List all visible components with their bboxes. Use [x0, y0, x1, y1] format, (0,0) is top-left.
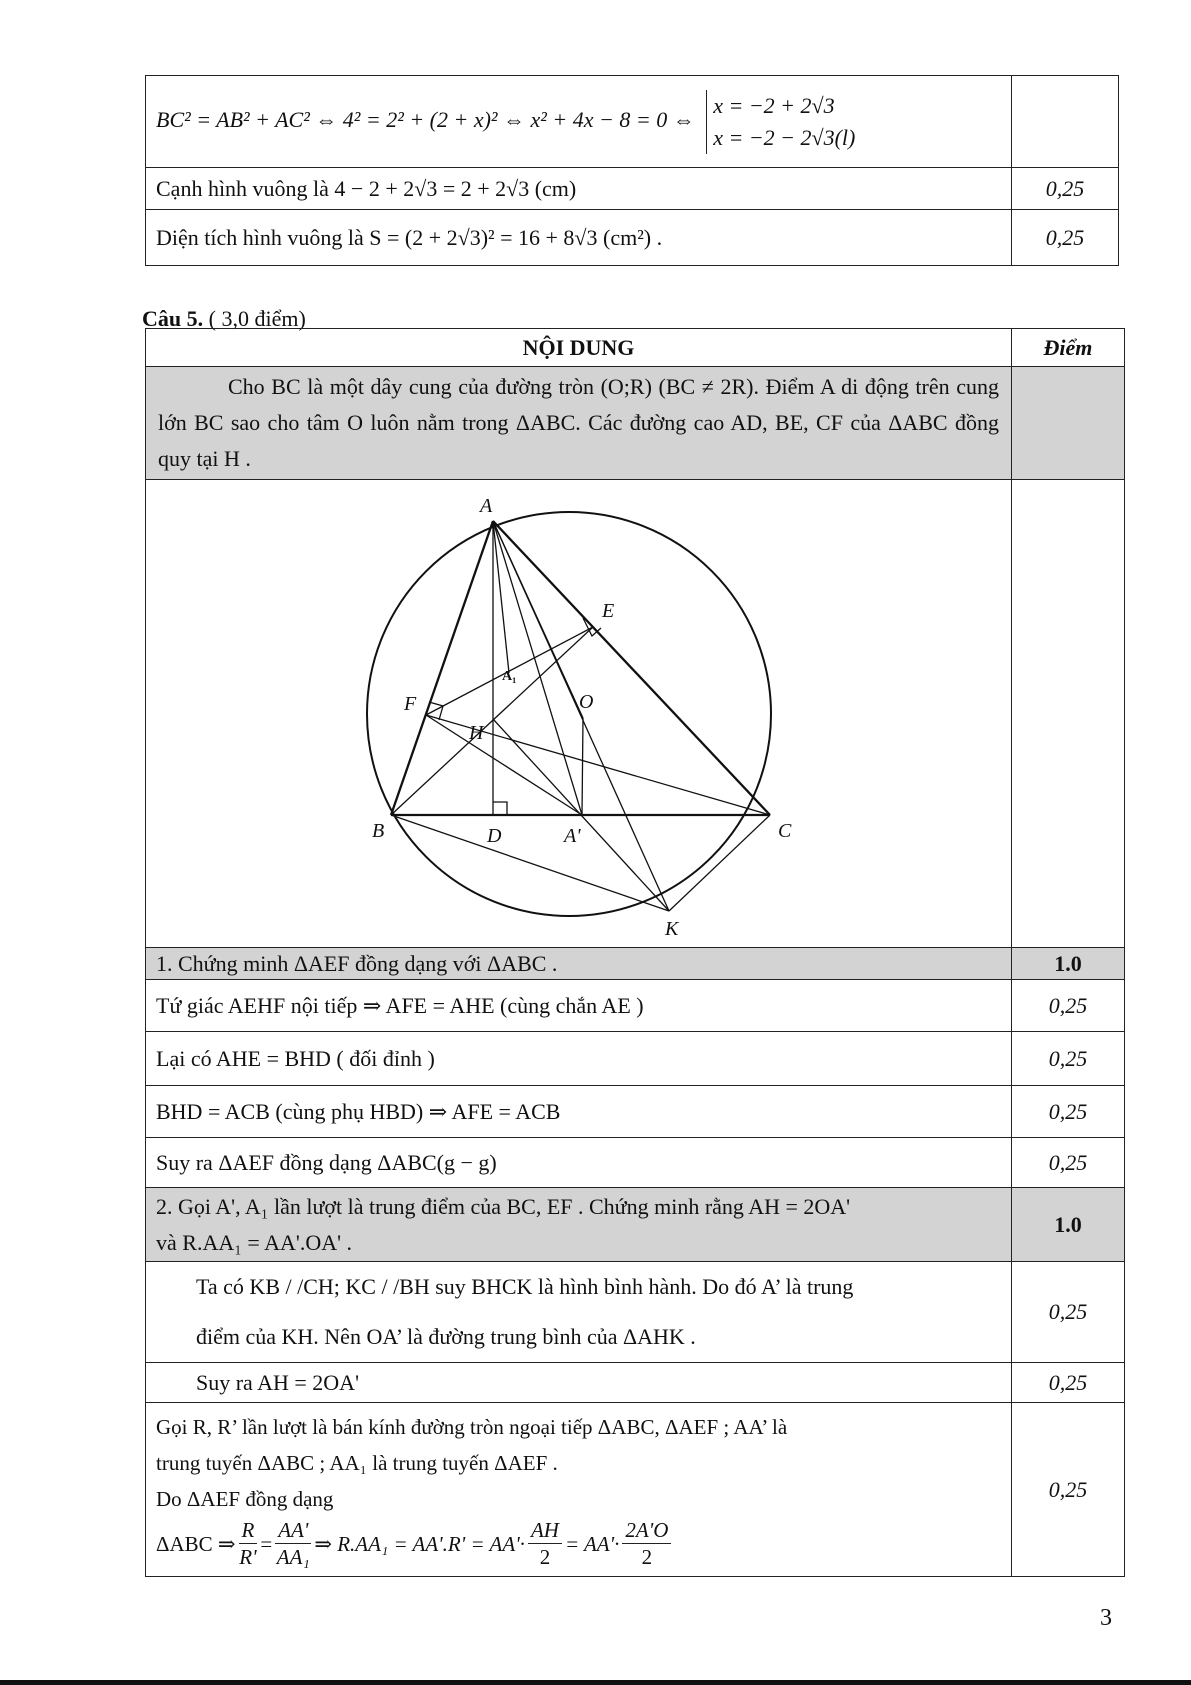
table-row: [146, 1032, 1125, 1086]
fraction-2ao: [622, 1517, 671, 1570]
table-row: [146, 1363, 1125, 1403]
content-cell: Suy ra AH = 2OA': [146, 1363, 1012, 1403]
score-cell: 0,25: [1012, 168, 1119, 210]
content-cell: Tứ giác AEHF nội tiếp ⇒ AFE = AHE (cùng chắn AE ): [146, 980, 1012, 1032]
eq-eq1: =: [260, 1531, 273, 1556]
table-row: [146, 210, 1119, 266]
equation-cell: [146, 76, 1012, 168]
table-row: [146, 1138, 1125, 1188]
table-row: [146, 1403, 1125, 1577]
fraction-num: AA': [275, 1517, 311, 1544]
section-title-rest: ( 3,0 điểm): [203, 306, 306, 331]
fraction-den: 2: [641, 1545, 653, 1569]
fraction-r: [239, 1517, 258, 1570]
side-ab: [391, 521, 493, 815]
content-line2: trung tuyến ΔABC ; AA₁ là trung tuyến ΔAEF .: [156, 1451, 558, 1475]
section-title-bold: Câu 5.: [142, 306, 204, 331]
content-line1: Gọi R, R’ lần lượt là bán kính đường tròn ngoại tiếp ΔABC, ΔAEF ; AA’ là: [156, 1415, 788, 1439]
eq-mid: ⇒ R.AA₁ = AA'.R' = AA'·: [314, 1531, 525, 1556]
top-table: [145, 75, 1119, 266]
table-row: [146, 1086, 1125, 1138]
eq-start: ΔABC ⇒: [156, 1531, 236, 1556]
score-cell: 0,25: [1012, 1138, 1125, 1188]
label-e: E: [602, 600, 615, 622]
fraction-num: 2A'O: [622, 1517, 671, 1544]
segment-aa-prime: [493, 521, 582, 815]
table-row: [146, 980, 1125, 1032]
header-score: Điểm: [1012, 329, 1125, 367]
label-h: H: [469, 722, 484, 744]
fraction-ah: [528, 1517, 562, 1570]
label-c: C: [778, 820, 792, 842]
score-cell: 0,25: [1012, 1403, 1125, 1577]
label-d: D: [487, 825, 502, 847]
label-a1: A₁: [502, 669, 517, 684]
altitude-be: [391, 627, 593, 815]
fraction-aa: [275, 1517, 311, 1570]
figure-cell: [146, 480, 1012, 948]
problem-statement: Cho BC là một dây cung của đường tròn (O;R) (BC ≠ 2R). Điểm A di động trên cung lớn BC sao cho tâm O luôn nằm trong ΔABC. Các đường cao AD, BE, CF của ΔABC đồng quy tại H .: [146, 367, 1012, 480]
segment-fa-prime: [426, 715, 582, 815]
part1-title: 1. Chứng minh ΔAEF đồng dạng với ΔABC .: [146, 948, 1012, 980]
side-ac: [493, 521, 770, 815]
content-cell: [146, 1403, 1012, 1577]
content-cell: [146, 1262, 1012, 1363]
score-cell: 0,25: [1012, 1262, 1125, 1363]
part2-title: [146, 1188, 1012, 1262]
score-cell: 0,25: [1012, 210, 1119, 266]
solution-system: [706, 90, 855, 154]
label-o: O: [579, 691, 594, 713]
content-cell: BHD = ACB (cùng phụ HBD) ⇒ AFE = ACB: [146, 1086, 1012, 1138]
page-number: 3: [1100, 1605, 1112, 1631]
segment-ak: [493, 521, 669, 911]
score-cell: 0,25: [1012, 1032, 1125, 1086]
segment-ck: [669, 815, 770, 911]
header-content: NỘI DUNG: [146, 329, 1012, 367]
bottom-rule: [0, 1680, 1191, 1685]
content-line2: điểm của KH. Nên OA’ là đường trung bình của ΔAHK .: [196, 1324, 696, 1349]
fraction-den: R': [239, 1545, 257, 1569]
figure-score-cell: [1012, 480, 1125, 948]
equation-text: BC² = AB² + AC² ⇔ 4² = 2² + (2 + x)² ⇔ x² + 4x − 8 = 0 ⇔: [156, 106, 695, 132]
table-row: [146, 1262, 1125, 1363]
score-cell: [1012, 76, 1119, 168]
main-table: [145, 328, 1125, 1577]
content-cell: Diện tích hình vuông là S = (2 + 2√3)² = 16 + 8√3 (cm²) .: [146, 210, 1012, 266]
part2-score: 1.0: [1012, 1188, 1125, 1262]
content-line1: Ta có KB / /CH; KC / /BH suy BHCK là hình bình hành. Do đó A’ là trung: [196, 1274, 854, 1299]
eq-eq2: = AA'·: [564, 1531, 620, 1556]
part1-score: 1.0: [1012, 948, 1125, 980]
part2-title-line1: 2. Gọi A', A₁ lần lượt là trung điểm của BC, EF . Chứng minh rằng AH = 2OA': [156, 1193, 851, 1219]
label-b: B: [372, 820, 385, 842]
score-cell: 0,25: [1012, 1086, 1125, 1138]
score-cell: 0,25: [1012, 980, 1125, 1032]
fraction-den: AA₁: [276, 1545, 310, 1569]
fraction-den: 2: [539, 1545, 551, 1569]
figure-row: [146, 480, 1125, 948]
content-cell: Lại có AHE = BHD ( đối đỉnh ): [146, 1032, 1012, 1086]
label-a-prime: A': [564, 825, 581, 847]
solution-1: x = −2 + 2√3: [713, 92, 835, 118]
fraction-num: AH: [528, 1517, 562, 1544]
content-cell: Suy ra ΔAEF đồng dạng ΔABC(g − g): [146, 1138, 1012, 1188]
label-f: F: [404, 693, 417, 715]
content-cell: Cạnh hình vuông là 4 − 2 + 2√3 = 2 + 2√3 (cm): [146, 168, 1012, 210]
table-row: [146, 76, 1119, 168]
problem-row: [146, 367, 1125, 480]
content-line3: Do ΔAEF đồng dạng: [156, 1487, 334, 1511]
part2-title-line2: và R.AA₁ = AA'.OA' .: [156, 1229, 353, 1255]
ratio-equation: [156, 1517, 674, 1570]
segment-oa-prime: [582, 718, 583, 815]
geometry-figure: [146, 480, 1012, 947]
part1-row: [146, 948, 1125, 980]
label-a: A: [480, 495, 493, 517]
fraction-num: R: [239, 1517, 258, 1544]
label-k: K: [665, 918, 679, 940]
table-header-row: [146, 329, 1125, 367]
part2-row: [146, 1188, 1125, 1262]
score-cell: 0,25: [1012, 1363, 1125, 1403]
solution-2: x = −2 − 2√3(l): [713, 124, 856, 150]
problem-score-cell: [1012, 367, 1125, 480]
table-row: [146, 168, 1119, 210]
right-angle-d: [493, 802, 507, 815]
segment-aa1: [493, 521, 509, 673]
